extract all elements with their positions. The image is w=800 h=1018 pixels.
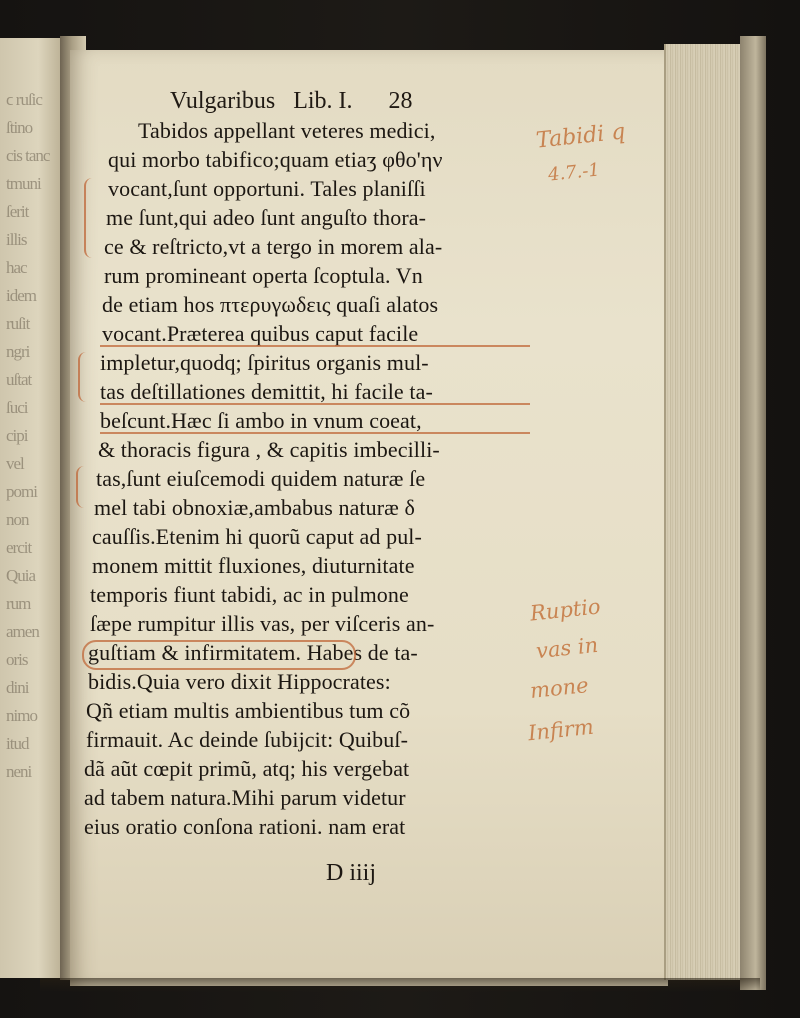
text-line: Qñ etiam multis ambientibus tum cõ	[86, 698, 411, 723]
text-line: vocant,ſunt opportuni. Tales planiſſi	[108, 176, 426, 201]
text-line: ſæpe rumpitur illis vas, per viſceris an-	[90, 611, 435, 636]
text-line: bidis.Quia vero dixit Hippocrates:	[88, 669, 391, 694]
marginal-note: Ruptio	[528, 594, 602, 626]
text-line: cauſſis.Etenim hi quorũ caput ad pul-	[92, 524, 422, 549]
signature-mark: D iiij	[326, 860, 377, 886]
marginal-note: 4.7.-1	[547, 159, 601, 186]
text-line: tas,ſunt eiuſcemodi quidem naturæ ſe	[96, 466, 426, 491]
text-line: tas deſtillationes demittit, hi facile ta-	[100, 379, 433, 404]
marginal-note: vas in	[534, 632, 600, 664]
text-line: de etiam hos πτερυγωδεις quaſi alatos	[102, 292, 439, 317]
text-line: vocant.Præterea quibus caput facile	[102, 321, 419, 346]
marginal-note: mone	[528, 673, 590, 703]
text-line: & thoracis figura , & capitis imbecilli-	[98, 437, 440, 462]
text-line: impletur,quodq; ſpiritus organis mul-	[100, 350, 429, 375]
text-highlight-box	[82, 640, 356, 670]
text-line: me ſunt,qui adeo ſunt anguſto thora-	[106, 205, 427, 230]
page-number: 28	[388, 88, 413, 114]
text-line: qui morbo tabifico;quam etiaʒ φθο'ην	[108, 147, 443, 172]
text-underline	[100, 432, 530, 434]
text-line: temporis fiunt tabidi, ac in pulmone	[90, 582, 409, 607]
text-line: Tabidos appellant veteres medici,	[138, 118, 436, 143]
margin-bracket	[76, 466, 86, 508]
marginal-note: Tabidi q	[534, 119, 627, 154]
text-line: dã aũt cœpit primũ, atq; his vergebat	[84, 756, 410, 781]
text-line: eius oratio conſona rationi. nam erat	[84, 814, 406, 839]
header-title: Vulgaribus	[170, 88, 276, 114]
margin-bracket	[78, 352, 90, 402]
text-line: guſtiam & infirmitatem. Habes de ta-	[88, 640, 418, 665]
header-book: Lib. I.	[293, 88, 353, 114]
previous-page-edge: ϲ ruſic ſtino cis tanc tmuni ſerit illis hac idem ruſit ngri uſtat ſuci cipi vel pomi non ercit Quia rum amen oris dini nimo itud neni	[0, 38, 66, 978]
text-underline	[100, 403, 530, 405]
text-line: rum promineant operta ſcoptula. Vn	[104, 263, 423, 288]
text-line: mel tabi obnoxiæ,ambabus naturæ δ	[94, 495, 416, 520]
text-line: firmauit. Ac deinde ſubijcit: Quibuſ-	[86, 727, 409, 752]
margin-bracket	[84, 178, 96, 258]
marginal-note: Infirm	[526, 714, 595, 746]
text-line: beſcunt.Hæc ſi ambo in vnum coeat,	[100, 408, 422, 433]
text-underline	[100, 345, 530, 347]
text-line: ce & reſtricto,vt a tergo in morem ala-	[104, 234, 443, 259]
text-line: monem mittit fluxiones, diuturnitate	[92, 553, 415, 578]
text-line: ad tabem natura.Mihi parum videtur	[84, 785, 406, 810]
